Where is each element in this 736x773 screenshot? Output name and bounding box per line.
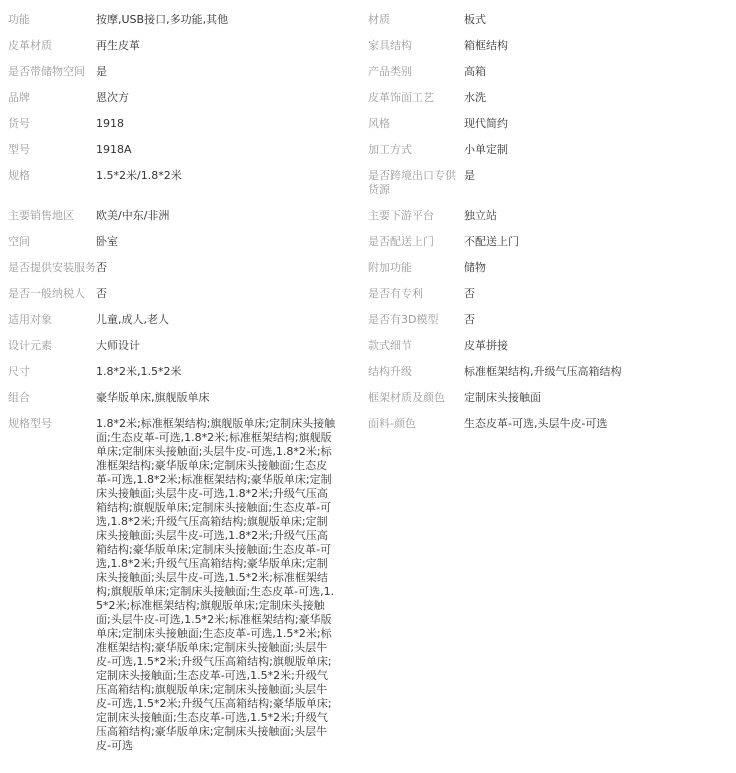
attribute-label: 面料-颜色	[368, 417, 416, 430]
attribute-row-right	[360, 91, 736, 105]
attribute-row-left	[0, 91, 360, 105]
attribute-label: 框架材质及颜色	[368, 391, 445, 404]
attribute-value: 独立站	[464, 209, 497, 222]
attribute-row-right	[360, 13, 736, 27]
attribute-row-right	[360, 65, 736, 79]
attribute-value: 否	[464, 313, 475, 326]
attribute-row-left	[0, 391, 360, 405]
attribute-row-right	[360, 339, 736, 353]
attribute-row-right	[360, 209, 736, 223]
attribute-label: 规格型号	[8, 417, 52, 430]
attribute-label: 款式细节	[368, 339, 412, 352]
attribute-value: 欧美/中东/非洲	[96, 209, 170, 222]
attribute-row-left	[0, 209, 360, 223]
attribute-label: 皮革材质	[8, 39, 52, 52]
attribute-label: 是否有3D模型	[368, 313, 439, 326]
attribute-value: 豪华版单床,旗舰版单床	[96, 391, 210, 404]
attribute-row-left	[0, 417, 360, 753]
attribute-label: 主要下游平台	[368, 209, 434, 222]
attribute-value: 再生皮革	[96, 39, 140, 52]
attribute-row-left	[0, 287, 360, 301]
attribute-value: 生态皮革-可选,头层牛皮-可选	[464, 417, 608, 430]
attribute-row-right	[360, 417, 736, 753]
attribute-row-left	[0, 143, 360, 157]
attribute-label: 是否跨境出口专供货源	[368, 169, 456, 196]
attribute-label: 是否一般纳税人	[8, 287, 85, 300]
attribute-value: 按摩,USB接口,多功能,其他	[96, 13, 229, 26]
attribute-row-left	[0, 365, 360, 379]
attribute-row-left	[0, 65, 360, 79]
attribute-value: 是	[464, 169, 475, 182]
attribute-label: 功能	[8, 13, 30, 26]
attribute-value: 卧室	[96, 235, 118, 248]
attribute-row-left	[0, 39, 360, 53]
attribute-row-left	[0, 13, 360, 27]
attribute-value: 箱框结构	[464, 39, 508, 52]
attribute-label: 是否配送上门	[368, 235, 434, 248]
attribute-label: 主要销售地区	[8, 209, 74, 222]
attribute-row-right	[360, 287, 736, 301]
attribute-value: 标准框架结构,升级气压高箱结构	[464, 365, 622, 378]
attribute-label: 是否提供安装服务	[8, 261, 96, 274]
attribute-row-left	[0, 339, 360, 353]
attribute-label: 适用对象	[8, 313, 52, 326]
attribute-label: 设计元素	[8, 339, 52, 352]
attribute-value: 儿童,成人,老人	[96, 313, 169, 326]
attribute-row-left	[0, 117, 360, 131]
attribute-label: 结构升级	[368, 365, 412, 378]
attribute-value: 1.8*2米,1.5*2米	[96, 365, 182, 378]
attribute-value: 1918A	[96, 143, 132, 156]
attribute-value: 储物	[464, 261, 486, 274]
attribute-label: 规格	[8, 169, 30, 182]
attribute-label: 是否带储物空间	[8, 65, 85, 78]
attribute-value: 否	[96, 287, 107, 300]
attribute-value: 皮革拼接	[464, 339, 508, 352]
attribute-row-right	[360, 313, 736, 327]
attribute-label: 尺寸	[8, 365, 30, 378]
attribute-row-right	[360, 235, 736, 249]
attribute-row-right	[360, 39, 736, 53]
attribute-row-left	[0, 235, 360, 249]
attribute-label: 空间	[8, 235, 30, 248]
attribute-value: 恩次方	[96, 91, 129, 104]
attribute-value: 小单定制	[464, 143, 508, 156]
attribute-value: 定制床头接触面	[464, 391, 541, 404]
attribute-label: 材质	[368, 13, 390, 26]
attribute-value: 高箱	[464, 65, 486, 78]
attribute-value: 否	[96, 261, 107, 274]
attribute-row-left	[0, 313, 360, 327]
attribute-row-left	[0, 261, 360, 275]
attribute-label: 型号	[8, 143, 30, 156]
attribute-label: 产品类别	[368, 65, 412, 78]
attribute-label: 附加功能	[368, 261, 412, 274]
attribute-row-right	[360, 143, 736, 157]
attribute-row-right	[360, 261, 736, 275]
attribute-label: 皮革饰面工艺	[368, 91, 434, 104]
attribute-value: 现代简约	[464, 117, 508, 130]
attribute-value: 1.5*2米/1.8*2米	[96, 169, 182, 182]
attribute-row-left	[0, 169, 360, 197]
attribute-label: 品牌	[8, 91, 30, 104]
attribute-label: 组合	[8, 391, 30, 404]
attribute-value: 不配送上门	[464, 235, 519, 248]
attribute-value: 否	[464, 287, 475, 300]
attribute-value: 是	[96, 65, 107, 78]
attribute-label: 加工方式	[368, 143, 412, 156]
attribute-value: 大师设计	[96, 339, 140, 352]
attribute-row-right	[360, 117, 736, 131]
attribute-row-right	[360, 365, 736, 379]
attribute-value: 1918	[96, 117, 124, 130]
attribute-value: 板式	[464, 13, 486, 26]
attribute-label: 风格	[368, 117, 390, 130]
attribute-value: 1.8*2米;标准框架结构;旗舰版单床;定制床头接触面;生态皮革-可选,1.8*2米;标准框架结构;旗舰版单床;定制床头接触面;头层牛皮-可选,1.8*2米;标准框架结构;豪华版单床;定制床头接触面;生态皮革-可选,1.8*2米;标准框架结构;豪华版单床;定制床头接触面;头层牛皮-可选,1.8*2米;升级气压高箱结构;旗舰版单床;定制床头接触面;生态皮革-可选,1.8*2米;升级气压高箱结构;旗舰版单床;定制床头接触面;头层牛皮-可选,1.8*2米;升级气压高箱结构;豪华版单床;定制床头接触面;生态皮革-可选,1.8*2米;升级气压高箱结构;豪华版单床;定制床头接触面;头层牛皮-可选,1.5*2米;标准框架结构;旗舰版单床;定制床头接触面;生态皮革-可选,1.5*2米;标准框架结构;旗舰版单床;定制床头接触面;头层牛皮-可选,1.5*2米;标准框架结构;豪华版单床;定制床头接触面;生态皮革-可选,1.5*2米;标准框架结构;豪华版单床;定制床头接触面;头层牛皮-可选,1.5*2米;升级气压高箱结构;旗舰版单床;定制床头接触面;生态皮革-可选,1.5*2米;升级气压高箱结构;旗舰版单床;定制床头接触面;头层牛皮-可选,1.5*2米;升级气压高箱结构;豪华版单床;定制床头接触面;生态皮革-可选,1.5*2米;升级气压高箱结构;豪华版单床;定制床头接触面;头层牛皮-可选	[96, 417, 336, 752]
attribute-row-right	[360, 391, 736, 405]
attribute-value: 水洗	[464, 91, 486, 104]
attributes-grid	[0, 13, 736, 765]
attribute-label: 是否有专利	[368, 287, 423, 300]
attribute-label: 货号	[8, 117, 30, 130]
attribute-row-right	[360, 169, 736, 197]
attribute-label: 家具结构	[368, 39, 412, 52]
